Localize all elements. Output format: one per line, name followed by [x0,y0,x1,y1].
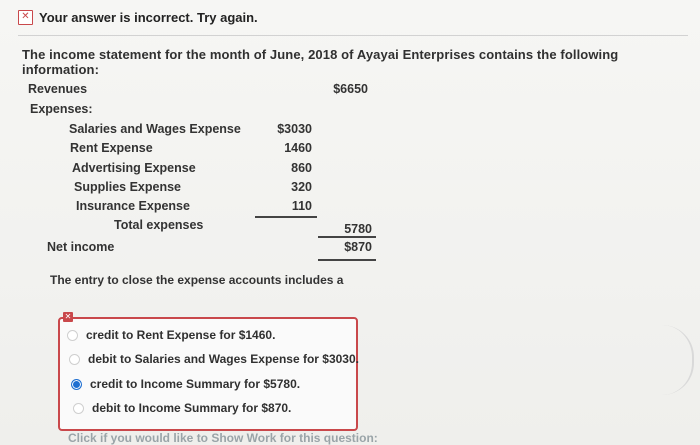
show-work-link[interactable]: Click if you would like to Show Work for this question: [68,431,378,445]
expense-amount-rent: 1460 [284,141,312,155]
expense-amount-insurance: 110 [291,199,312,213]
expense-amount-salaries: $3030 [277,122,312,136]
expense-amount-supplies: 320 [291,180,312,194]
net-income-label: Net income [47,240,115,254]
total-expenses-amount: 5780 [344,222,372,236]
expense-label-rent: Rent Expense [70,141,153,155]
total-expenses-label: Total expenses [114,218,204,232]
divider [18,35,688,36]
expense-label-insurance: Insurance Expense [76,199,190,213]
option-label: credit to Rent Expense for $1460. [86,328,276,342]
net-income-rule [318,259,376,261]
option-credit-rent[interactable] [67,328,275,342]
expense-label-advertising: Advertising Expense [72,161,196,175]
option-credit-income-summary[interactable] [71,377,300,391]
subtotal-rule [255,216,317,218]
incorrect-feedback [18,6,308,28]
prompt-text: The entry to close the expense accounts includes a [50,273,344,287]
incorrect-message: Your answer is incorrect. Try again. [39,9,258,25]
expense-label-supplies: Supplies Expense [74,180,181,194]
close-x-icon: ✕ [18,10,33,25]
radio-icon[interactable] [69,354,80,365]
option-label: credit to Income Summary for $5780. [90,377,301,391]
option-label: debit to Income Summary for $870. [92,401,292,415]
radio-selected-icon[interactable] [71,379,82,390]
expense-amount-advertising: 860 [291,161,312,175]
option-label: debit to Salaries and Wages Expense for $3030. [88,352,359,366]
option-debit-income-summary[interactable] [73,401,291,415]
net-income-amount: $870 [344,240,372,254]
revenues-label: Revenues [28,82,88,96]
expenses-label: Expenses: [30,102,93,116]
radio-icon[interactable] [67,330,78,341]
question-text: The income statement for the month of June, 2018 of Ayayai Enterprises contains the following information: [22,47,619,77]
incorrect-marker-icon: ✕ [64,312,72,321]
total-rule [318,236,376,238]
radio-icon[interactable] [73,403,84,414]
revenues-amount: $6650 [333,82,368,96]
expense-label-salaries: Salaries and Wages Expense [69,122,241,136]
option-debit-salaries[interactable] [69,352,359,366]
